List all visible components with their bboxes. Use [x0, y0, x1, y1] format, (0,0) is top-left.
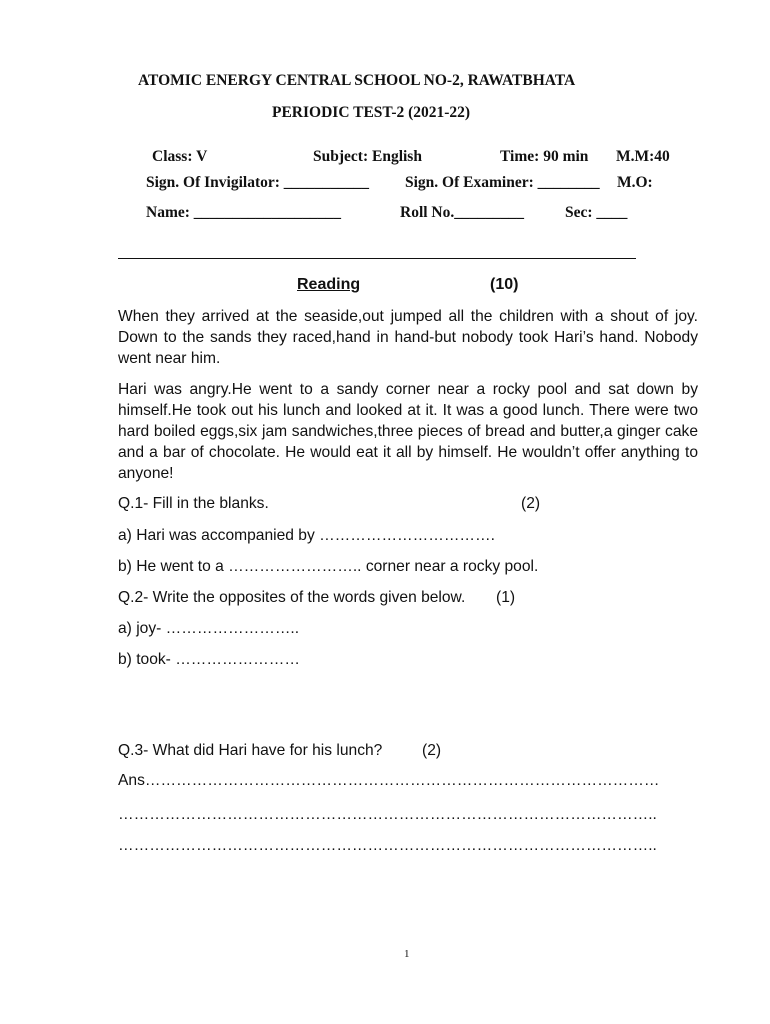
- class-label: Class: V: [152, 148, 208, 165]
- question-2a: a) joy- ……………………..: [118, 620, 300, 637]
- answer-line-1: Ans………………………………………………………………………………………: [118, 772, 660, 789]
- school-title: ATOMIC ENERGY CENTRAL SCHOOL NO-2, RAWATBHATA: [138, 72, 576, 89]
- section-field: Sec: ____: [565, 204, 628, 221]
- name-field: Name: ___________________: [146, 204, 342, 221]
- time-label: Time: 90 min: [500, 148, 589, 165]
- question-3-marks: (2): [422, 742, 442, 759]
- answer-line-3: …………………………………………………………………………………………..: [118, 837, 657, 854]
- passage-paragraph-1: When they arrived at the seaside,out jumped all the children with a shout of joy. Down to the sands they raced,hand in hand-but nobody took Hari’s hand. Nobody went near him.: [118, 308, 698, 367]
- subject-label: Subject: English: [313, 148, 422, 165]
- page-number: 1: [404, 948, 410, 960]
- section-title: Reading: [297, 276, 361, 293]
- question-2b: b) took- ……………………: [118, 651, 300, 668]
- answer-line-2: …………………………………………………………………………………………..: [118, 806, 657, 823]
- max-marks-label: M.M:40: [616, 148, 670, 165]
- marks-obtained-field: M.O:: [617, 174, 653, 191]
- test-title: PERIODIC TEST-2 (2021-22): [272, 104, 471, 121]
- question-1: Q.1- Fill in the blanks.: [118, 495, 269, 512]
- roll-number-field: Roll No._________: [400, 204, 524, 221]
- question-1-marks: (2): [521, 495, 541, 512]
- invigilator-sign-field: Sign. Of Invigilator: ___________: [146, 174, 370, 191]
- header-divider: [118, 258, 636, 259]
- examiner-sign-field: Sign. Of Examiner: ________: [405, 174, 600, 191]
- section-marks: (10): [490, 276, 519, 293]
- passage-paragraph-2: Hari was angry.He went to a sandy corner near a rocky pool and sat down by himself.He took out his lunch and looked at it. It was a good lunch. There were two hard boiled eggs,six jam sandwiches,three pieces of bread and butter,a ginger cake and a bar of chocolate. He would eat it all by himself. He wouldn’t offer anything to anyone!: [118, 381, 698, 482]
- question-3: Q.3- What did Hari have for his lunch?: [118, 742, 383, 759]
- question-2-marks: (1): [496, 589, 516, 606]
- question-1b: b) He went to a …………………….. corner near a rocky pool.: [118, 558, 539, 575]
- question-2: Q.2- Write the opposites of the words given below.: [118, 589, 466, 606]
- question-1a: a) Hari was accompanied by …………………………….: [118, 527, 495, 544]
